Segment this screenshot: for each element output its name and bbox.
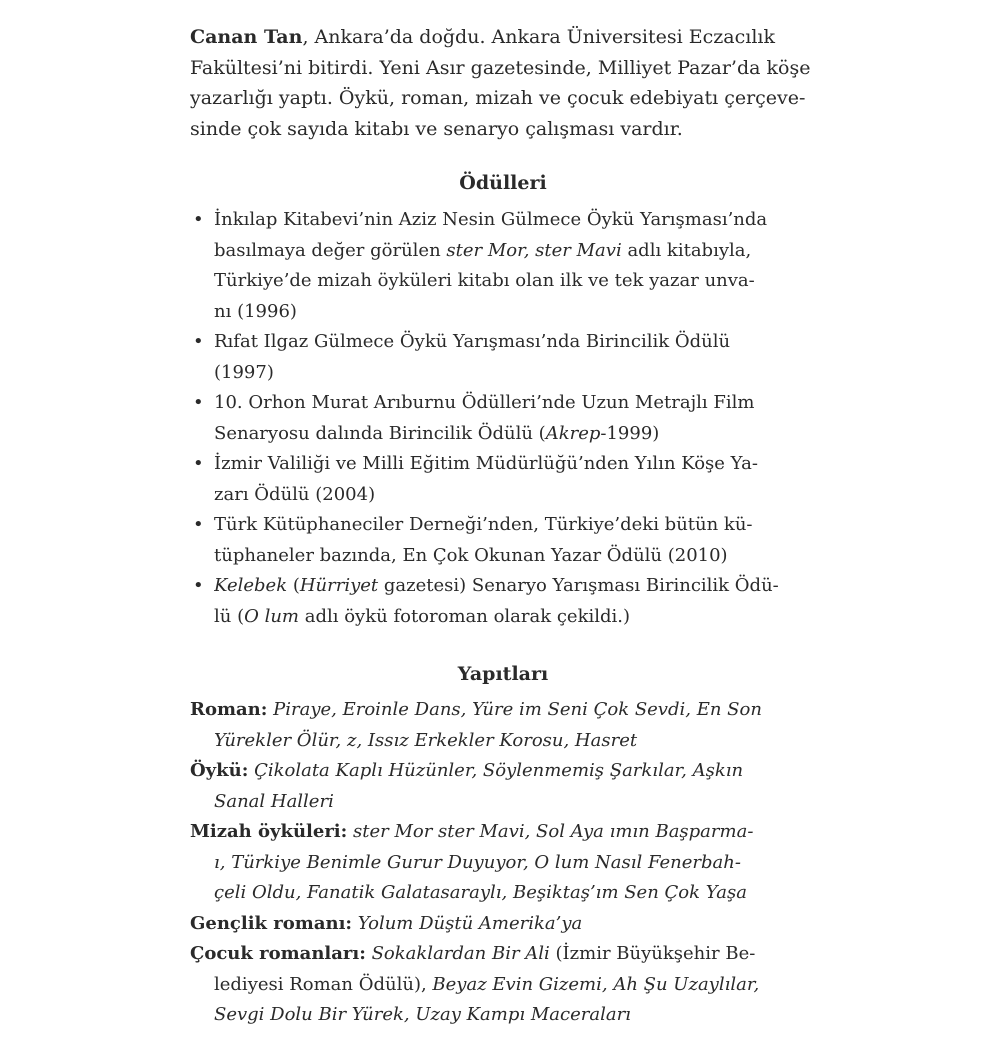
works-entry-children: Çocuk romanları: Sokaklardan Bir Ali (İzmir Büyükşehir Be- lediyesi Roman Ödülü), Beyaz Evin Gizemi, Ah Şu Uzaylılar, Sevgi Dolu Bir Yürek, Uzay Kampı Maceraları: [190, 943, 760, 1025]
bio-line: yazarlığı yaptı. Öykü, roman, mizah ve çocuk edebiyatı çerçeve-: [190, 87, 806, 109]
award-item: • İzmir Valiliği ve Milli Eğitim Müdürlüğü’nden Yılın Köşe Ya- zarı Ödülü (2004): [190, 449, 816, 510]
bio-line: sinde çok sayıda kitabı ve senaryo çalışması vardır.: [190, 117, 683, 140]
book-title: ster Mor, ster Mavi: [446, 239, 622, 261]
bullet-icon: •: [193, 331, 204, 352]
works-heading: Yapıtları: [457, 663, 549, 685]
bullet-icon: •: [193, 575, 204, 596]
bio-line: Fakültesi’ni bitirdi. Yeni Asır gazetesinde, Milliyet Pazar’da köşe: [190, 56, 811, 79]
bullet-icon: •: [193, 209, 204, 230]
author-bio: [190, 22, 816, 144]
awards-heading: Ödülleri: [459, 172, 547, 194]
film-title: Akrep: [545, 422, 601, 444]
works-entry-story: Öykü: Çikolata Kaplı Hüzünler, Söylenmemiş Şarkılar, Aşkın Sanal Halleri: [190, 760, 744, 812]
award-item: • İnkılap Kitabevi’nin Aziz Nesin Gülmece Öykü Yarışması’nda basılmaya değer görülen ster Mor, ster Mavi adlı kitabıyla, Türkiye’de mizah öyküleri kitabı olan ilk ve tek yazar unva- nı (1996): [190, 205, 816, 327]
bullet-icon: •: [193, 392, 204, 413]
works-list: [190, 695, 816, 1031]
award-item: • Rıfat Ilgaz Gülmece Öykü Yarışması’nda Birincilik Ödülü (1997): [190, 327, 816, 388]
works-entry-humor: Mizah öyküleri: ster Mor ster Mavi, Sol Aya ımın Başparma- ı, Türkiye Benimle Gurur Duyuyor, O lum Nasıl Fenerbah- çeli Oldu, Fanatik Galatasaraylı, Beşiktaş’ım Sen Çok Yaşa: [190, 821, 754, 903]
award-item: • Türk Kütüphaneciler Derneği’nden, Türkiye’deki bütün kü- tüphaneler bazında, En Çok Okunan Yazar Ödülü (2010): [190, 510, 816, 571]
award-item: • 10. Orhon Murat Arıburnu Ödülleri’nde Uzun Metrajlı Film Senaryosu dalında Birincilik Ödülü (Akrep-1999): [190, 388, 816, 449]
award-item: • Kelebek (Hürriyet gazetesi) Senaryo Yarışması Birincilik Ödü- lü (O lum adlı öykü fotoroman olarak çekildi.): [190, 571, 816, 632]
awards-list: [190, 205, 816, 632]
bio-line: Canan Tan, Ankara’da doğdu. Ankara Üniversitesi Eczacılık: [190, 26, 775, 48]
works-entry-youth: Gençlik romanı: Yolum Düştü Amerika’ya: [190, 912, 583, 934]
works-entry-novel: Roman: Piraye, Eroinle Dans, Yüre im Seni Çok Sevdi, En Son Yürekler Ölür, z, Issız Erkekler Korosu, Hasret: [190, 699, 762, 751]
bullet-icon: •: [193, 453, 204, 474]
bullet-icon: •: [193, 514, 204, 535]
author-name: Canan Tan: [190, 26, 303, 48]
